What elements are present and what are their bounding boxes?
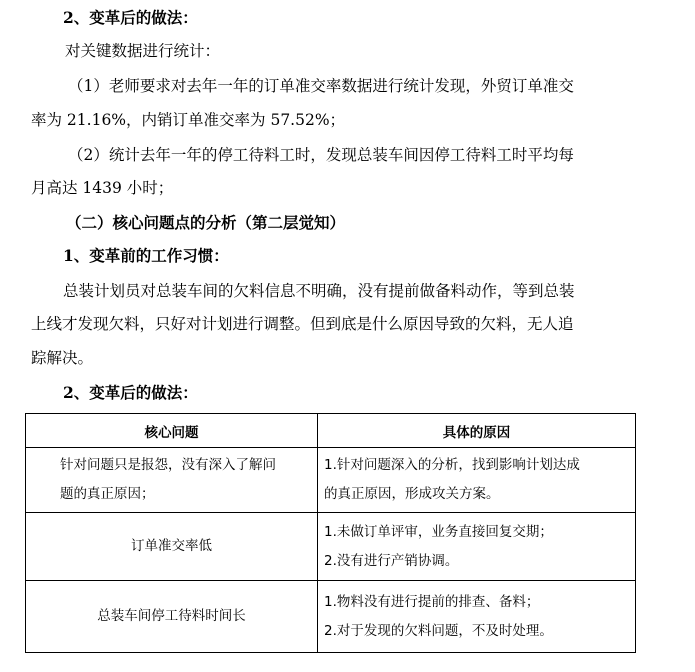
problem-text: 订单准交率低 — [131, 538, 212, 554]
table-row — [26, 448, 636, 513]
problem-cell — [26, 448, 318, 513]
table-row — [26, 581, 636, 653]
causes-cell — [318, 448, 636, 513]
table-row — [26, 513, 636, 581]
table-header-row — [26, 414, 636, 448]
header-core-problem: 核心问题 — [26, 414, 318, 448]
header-specific-causes: 具体的原因 — [318, 414, 636, 448]
heading-before-change: 1、变革前的工作习惯： — [63, 246, 229, 265]
cause-text: 2.没有进行产销协调。 — [324, 552, 459, 569]
paragraph-3-line-2: 上线才发现欠料，只好对计划进行调整。但到底是什么原因导致的欠料，无人追 — [31, 315, 574, 333]
heading-after-change-2: 2、变革后的做法： — [63, 383, 198, 402]
causes-cell — [318, 581, 636, 653]
problem-text: 针对问题只是报怨，没有深入了解问 — [60, 457, 276, 473]
paragraph-3-line-3: 踪解决。 — [31, 349, 94, 367]
paragraph-1-line-2: 率为 21.16%，内销订单准交率为 57.52%； — [31, 111, 346, 129]
problem-text: 总装车间停工待料时间长 — [97, 608, 246, 624]
cause-text: 1.针对问题深入的分析，找到影响计划达成 — [324, 457, 580, 473]
problem-text: 题的真正原因； — [60, 486, 155, 502]
paragraph-stats-intro: 对关键数据进行统计： — [65, 42, 221, 60]
section-title: （二）核心问题点的分析（第二层觉知） — [66, 213, 346, 232]
paragraph-1-line-1: （1）老师要求对去年一年的订单准交率数据进行统计发现，外贸订单准交 — [68, 77, 574, 95]
problem-cell — [26, 581, 318, 653]
problem-cause-table — [25, 413, 636, 653]
cause-text: 2.对于发现的欠料问题，不及时处理。 — [324, 622, 553, 639]
paragraph-2-line-1: （2）统计去年一年的停工待料工时，发现总装车间因停工待料工时平均每 — [68, 146, 574, 164]
paragraph-2-line-2: 月高达 1439 小时； — [31, 179, 174, 197]
cause-text: 1.物料没有进行提前的排查、备料； — [324, 593, 540, 610]
cause-text: 1.未做订单评审，业务直接回复交期； — [324, 523, 553, 540]
problem-cell — [26, 513, 318, 581]
cause-text: 的真正原因，形成攻关方案。 — [324, 486, 500, 502]
heading-after-change-1: 2、变革后的做法： — [63, 8, 198, 27]
paragraph-3-line-1: 总装计划员对总装车间的欠料信息不明确，没有提前做备料动作，等到总装 — [63, 282, 575, 300]
causes-cell — [318, 513, 636, 581]
